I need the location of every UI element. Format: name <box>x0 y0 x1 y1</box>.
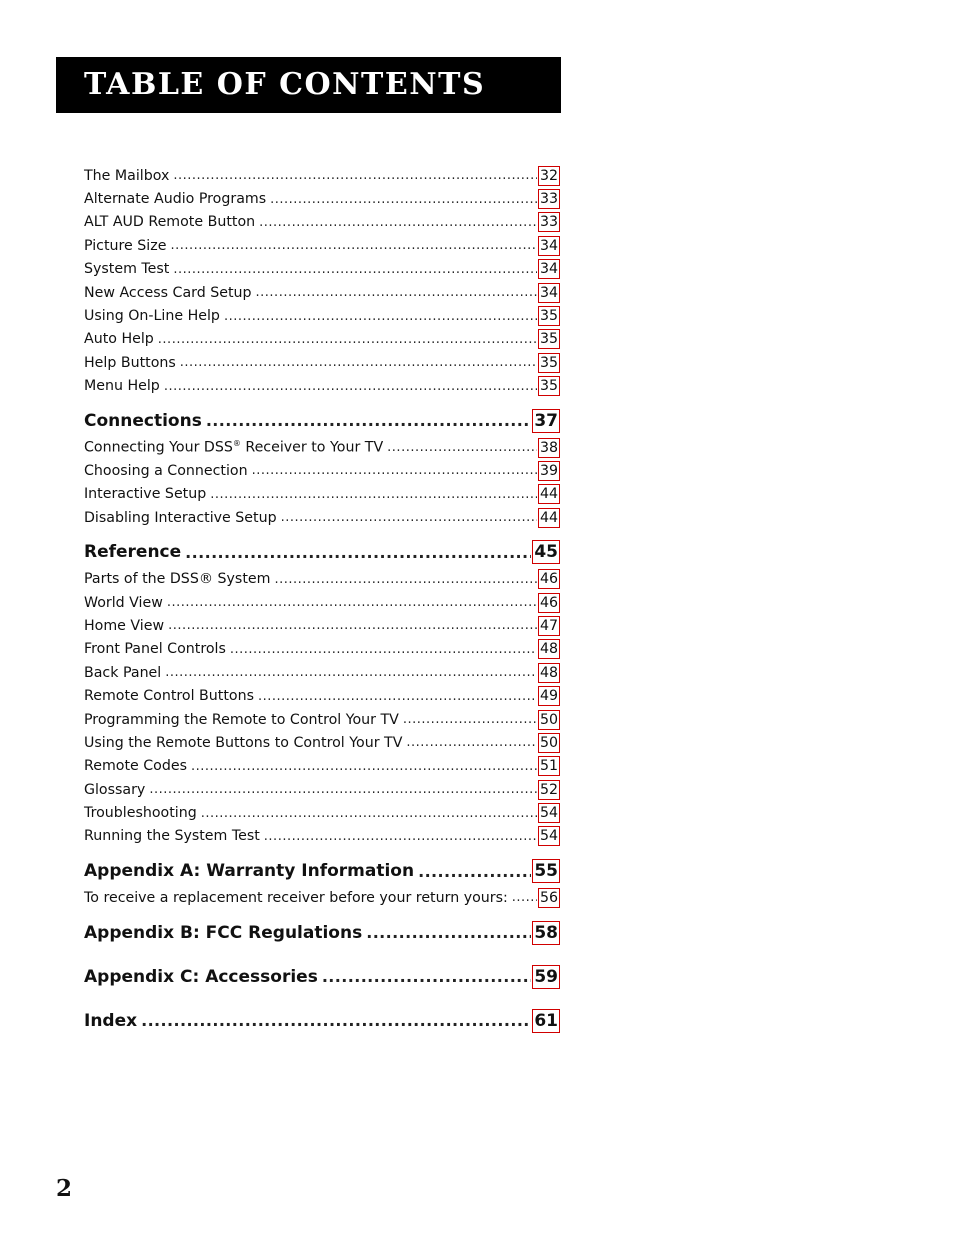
toc-entry <box>84 506 560 529</box>
toc-entry-label: To receive a replacement receiver before your return yours: <box>84 889 508 906</box>
toc-entry-label: ALT AUD Remote Button <box>84 214 256 231</box>
dot-leader <box>224 309 537 324</box>
toc-entry-label: System Test <box>84 261 170 278</box>
page-link[interactable]: 37 <box>534 410 558 431</box>
toc-entry <box>84 211 560 234</box>
toc-entry-label: Choosing a Connection <box>84 462 248 479</box>
toc-entry <box>84 801 560 824</box>
dot-leader <box>173 262 537 277</box>
dot-leader <box>210 487 537 502</box>
dot-leader <box>281 510 537 525</box>
dot-leader <box>141 1011 531 1030</box>
toc-entry-label: Parts of the DSS® System <box>84 571 271 588</box>
page-link[interactable]: 35 <box>539 378 558 395</box>
toc-entry-label: Connections <box>84 410 202 431</box>
page-link[interactable]: 47 <box>539 617 558 634</box>
page-link[interactable]: 44 <box>539 486 558 503</box>
toc-section-entry <box>84 406 560 436</box>
toc-entry <box>84 886 560 909</box>
toc-entry-label: Remote Codes <box>84 758 187 775</box>
toc-section-entry <box>84 856 560 886</box>
dot-leader <box>270 192 537 207</box>
dot-leader <box>366 923 531 942</box>
page-link[interactable]: 34 <box>539 261 558 278</box>
page-link[interactable]: 33 <box>539 191 558 208</box>
toc-entry-label: Home View <box>84 617 165 634</box>
toc-section-entry <box>84 962 560 992</box>
toc-entry-label: Appendix B: FCC Regulations <box>84 922 363 943</box>
toc-entry <box>84 591 560 614</box>
dot-leader <box>406 735 537 750</box>
toc-entry-label: Programming the Remote to Control Your TV <box>84 711 399 728</box>
toc-entry <box>84 281 560 304</box>
toc-entry <box>84 483 560 506</box>
toc-entry-label: Running the System Test <box>84 828 260 845</box>
toc-entry <box>84 825 560 848</box>
toc-entry <box>84 328 560 351</box>
page-link[interactable]: 50 <box>539 711 558 728</box>
dot-leader <box>252 463 537 478</box>
page-link[interactable]: 34 <box>539 284 558 301</box>
page-link[interactable]: 55 <box>534 861 558 882</box>
toc-entry <box>84 459 560 482</box>
dot-leader <box>418 862 531 881</box>
toc-entry <box>84 755 560 778</box>
dot-leader <box>180 355 537 370</box>
toc-entry <box>84 661 560 684</box>
toc-entry <box>84 708 560 731</box>
toc-entry <box>84 187 560 210</box>
dot-leader <box>256 285 537 300</box>
page-number: 2 <box>56 1175 73 1202</box>
toc-entry <box>84 731 560 754</box>
page-title: TABLE OF CONTENTS <box>84 67 486 102</box>
toc-entry-label: Reference <box>84 542 182 563</box>
toc-entry <box>84 164 560 187</box>
toc-entry-label: Auto Help <box>84 331 154 348</box>
dot-leader <box>206 411 532 430</box>
dot-leader <box>322 967 532 986</box>
dot-leader <box>259 215 537 230</box>
toc-entry-label: Alternate Audio Programs <box>84 191 267 208</box>
page-link[interactable]: 34 <box>539 237 558 254</box>
dot-leader <box>512 890 537 905</box>
toc-entry <box>84 258 560 281</box>
dot-leader <box>165 665 537 680</box>
table-of-contents <box>84 164 560 1036</box>
toc-entry-label: Appendix A: Warranty Information <box>84 861 415 882</box>
dot-leader <box>149 782 537 797</box>
page-link[interactable]: 35 <box>539 331 558 348</box>
toc-entry-label: Disabling Interactive Setup <box>84 509 277 526</box>
dot-leader <box>170 238 537 253</box>
page-link[interactable]: 48 <box>539 641 558 658</box>
toc-entry-label: Glossary <box>84 781 146 798</box>
page-link[interactable]: 52 <box>539 781 558 798</box>
dot-leader <box>167 595 537 610</box>
page-link[interactable]: 44 <box>539 509 558 526</box>
toc-entry-label: Index <box>84 1010 138 1031</box>
page-link[interactable]: 50 <box>539 734 558 751</box>
toc-entry-label: Help Buttons <box>84 354 176 371</box>
dot-leader <box>403 712 537 727</box>
registered-mark: ® <box>232 439 241 449</box>
page-link[interactable]: 56 <box>539 889 558 906</box>
page-link[interactable]: 54 <box>539 805 558 822</box>
page-link[interactable]: 35 <box>539 354 558 371</box>
toc-entry-label: New Access Card Setup <box>84 284 252 301</box>
page-link[interactable]: 38 <box>539 439 558 456</box>
toc-entry-label: Troubleshooting <box>84 805 197 822</box>
toc-entry-label: Back Panel <box>84 664 162 681</box>
toc-entry-label: Picture Size <box>84 237 167 254</box>
page-link[interactable]: 61 <box>534 1010 558 1031</box>
toc-entry <box>84 614 560 637</box>
page-link[interactable]: 54 <box>539 828 558 845</box>
toc-entry-label: Front Panel Controls <box>84 641 226 658</box>
dot-leader <box>387 440 537 455</box>
dot-leader <box>191 759 537 774</box>
dot-leader <box>164 379 537 394</box>
dot-leader <box>185 543 531 562</box>
toc-entry <box>84 304 560 327</box>
page-link[interactable]: 49 <box>539 688 558 705</box>
toc-entry <box>84 436 560 459</box>
dot-leader <box>158 332 537 347</box>
page-link[interactable]: 45 <box>534 542 558 563</box>
toc-section-entry <box>84 918 560 948</box>
page-link[interactable]: 51 <box>539 758 558 775</box>
page-link[interactable]: 35 <box>539 308 558 325</box>
toc-entry-label: Using On-Line Help <box>84 308 220 325</box>
page-link[interactable]: 46 <box>539 571 558 588</box>
page-link[interactable]: 39 <box>539 462 558 479</box>
toc-entry-label: Remote Control Buttons <box>84 688 254 705</box>
toc-entry <box>84 351 560 374</box>
dot-leader <box>264 829 537 844</box>
toc-entry <box>84 638 560 661</box>
toc-entry-label: World View <box>84 594 163 611</box>
toc-entry-label: Connecting Your DSS® Receiver to Your TV <box>84 439 384 456</box>
toc-entry-label: Interactive Setup <box>84 486 207 503</box>
toc-entry <box>84 684 560 707</box>
toc-entry-label: Menu Help <box>84 378 160 395</box>
page-link[interactable]: 46 <box>539 594 558 611</box>
dot-leader <box>258 689 537 704</box>
dot-leader <box>201 806 537 821</box>
toc-entry <box>84 778 560 801</box>
page-link[interactable]: 59 <box>534 966 558 987</box>
page-link[interactable]: 32 <box>539 167 558 184</box>
dot-leader <box>274 572 537 587</box>
page-link[interactable]: 33 <box>539 214 558 231</box>
toc-section-entry <box>84 537 560 567</box>
dot-leader <box>168 618 537 633</box>
toc-entry-label: Appendix C: Accessories <box>84 966 318 987</box>
dot-leader <box>230 642 537 657</box>
toc-entry <box>84 375 560 398</box>
toc-entry-label: The Mailbox <box>84 167 170 184</box>
toc-entry <box>84 567 560 590</box>
toc-entry-label: Using the Remote Buttons to Control Your TV <box>84 734 403 751</box>
toc-section-entry <box>84 1006 560 1036</box>
page-link[interactable]: 58 <box>534 922 558 943</box>
toc-entry <box>84 234 560 257</box>
page-link[interactable]: 48 <box>539 664 558 681</box>
dot-leader <box>173 168 537 183</box>
title-banner <box>56 57 561 113</box>
